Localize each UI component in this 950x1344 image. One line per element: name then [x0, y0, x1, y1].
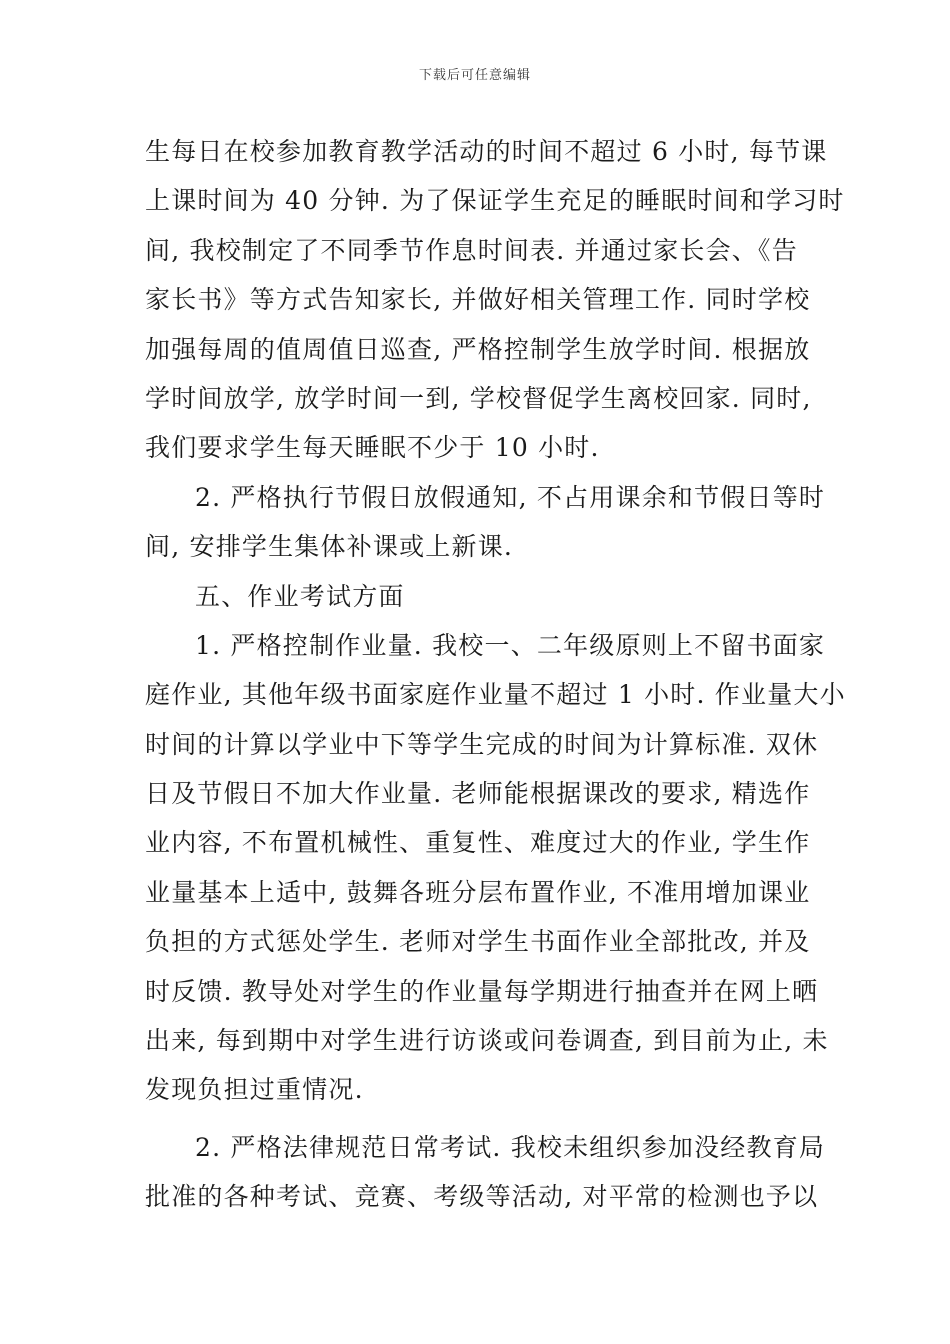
body-text-line: 间, 我校制定了不同季节作息时间表. 并通过家长会、《告 [145, 235, 798, 265]
body-text-line: 五、作业考试方面 [195, 581, 405, 611]
body-text-line: 批准的各种考试、竞赛、考级等活动, 对平常的检测也予以 [145, 1182, 819, 1212]
body-text-line: 业内容, 不布置机械性、重复性、难度过大的作业, 学生作 [145, 828, 811, 858]
body-text-line: 出来, 每到期中对学生进行访谈或问卷调查, 到目前为止, 未 [145, 1026, 829, 1056]
body-text-line: 学时间放学, 放学时间一到, 学校督促学生离校回家. 同时, [145, 383, 812, 413]
document-body [145, 127, 846, 1222]
body-text-line: 加强每周的值周值日巡查, 严格控制学生放学时间. 根据放 [145, 334, 811, 364]
page-header-note: 下载后可任意编辑 [418, 68, 531, 83]
body-text-line: 1. 严格控制作业量. 我校一、二年级原则上不留书面家 [195, 630, 826, 660]
body-text-line: 发现负担过重情况. [145, 1075, 364, 1105]
paragraph-gap [145, 1115, 810, 1123]
body-text-line: 业量基本上适中, 鼓舞各班分层布置作业, 不准用增加课业 [145, 877, 811, 907]
body-text-line: 日及节假日不加大作业量. 老师能根据课改的要求, 精选作 [145, 779, 811, 809]
body-text-line: 2. 严格法律规范日常考试. 我校未组织参加没经教育局 [195, 1132, 826, 1162]
body-text-line: 庭作业, 其他年级书面家庭作业量不超过 1 小时. 作业量大小 [145, 680, 846, 710]
body-text-line: 间, 安排学生集体补课或上新课. [145, 532, 514, 562]
body-text-line: 我们要求学生每天睡眠不少于 10 小时. [145, 433, 600, 463]
body-text-line: 上课时间为 40 分钟. 为了保证学生充足的睡眠时间和学习时 [145, 186, 845, 216]
body-text-line: 时间的计算以学业中下等学生完成的时间为计算标准. 双休 [145, 729, 819, 759]
body-text-line: 时反馈. 教导处对学生的作业量每学期进行抽查并在网上晒 [145, 976, 819, 1006]
body-text-line: 2. 严格执行节假日放假通知, 不占用课余和节假日等时 [195, 482, 826, 512]
body-text-line: 负担的方式惩处学生. 老师对学生书面作业全部批改, 并及 [145, 927, 811, 957]
body-text-line: 生每日在校参加教育教学活动的时间不超过 6 小时, 每节课 [145, 137, 828, 166]
body-text-line: 家长书》等方式告知家长, 并做好相关管理工作. 同时学校 [145, 285, 811, 315]
